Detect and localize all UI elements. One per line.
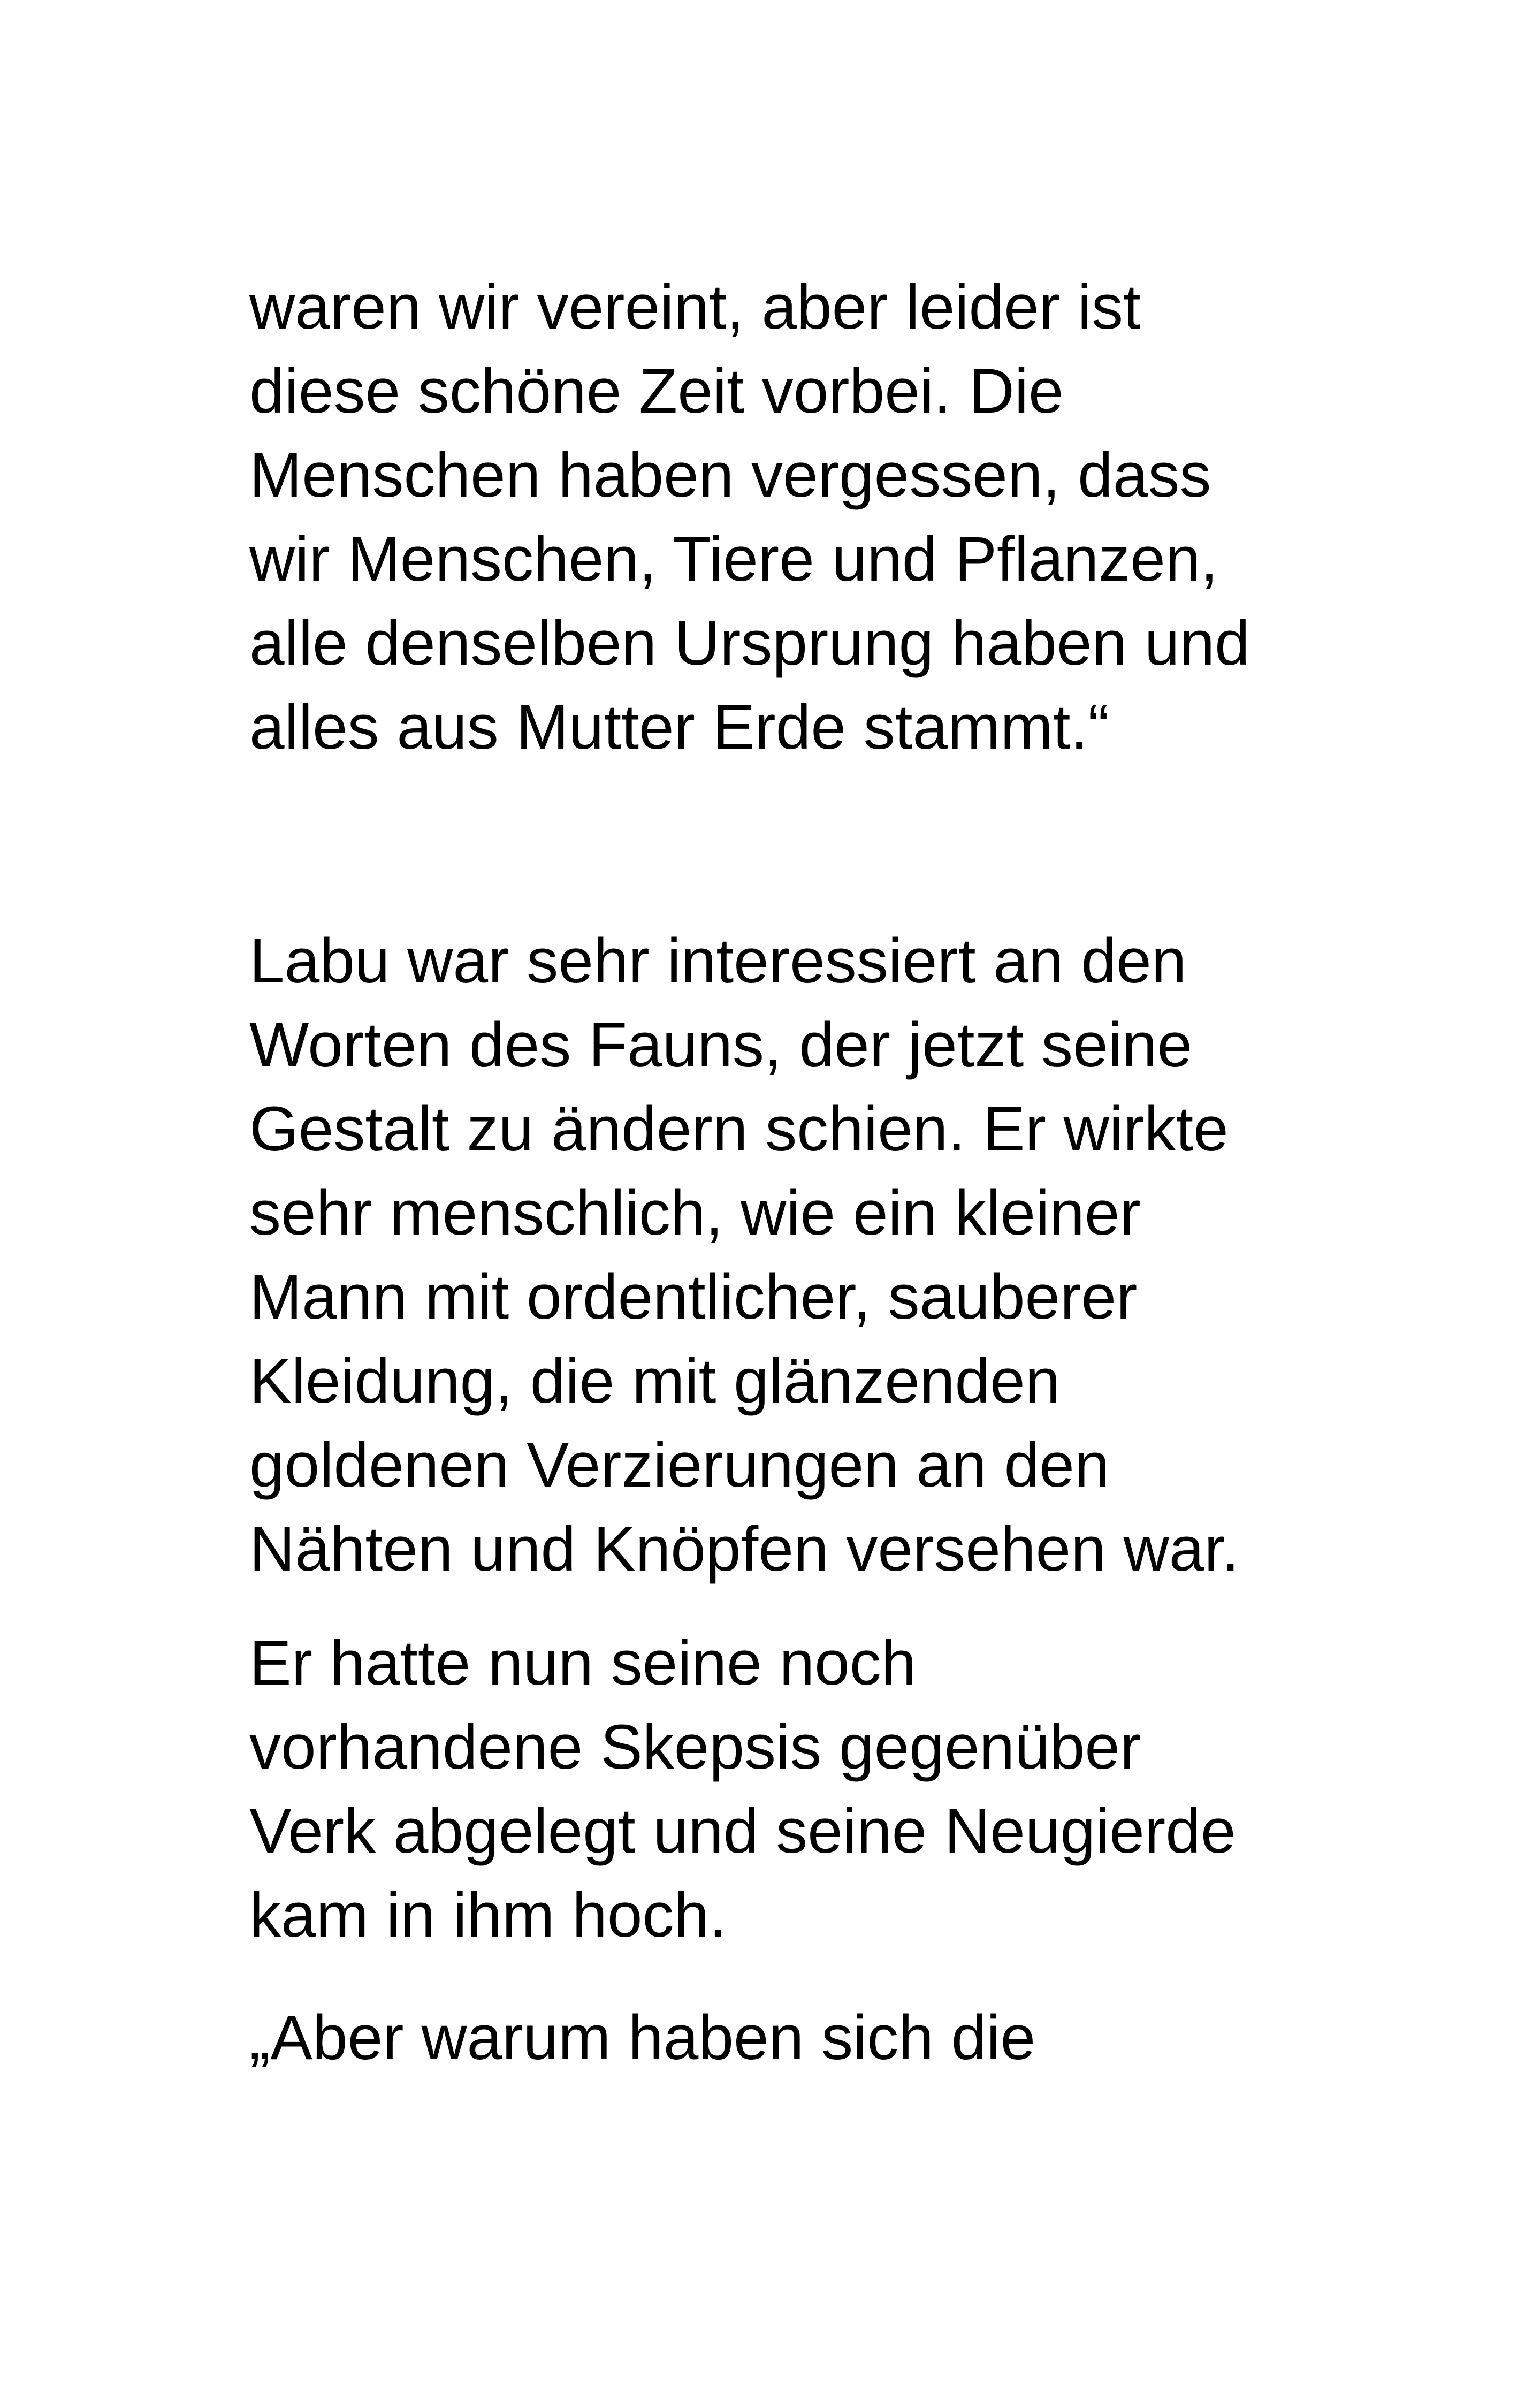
paragraph-2 (249, 919, 1320, 1591)
text-line: Gestalt zu ändern schien. Er wirkte (249, 1094, 1229, 1164)
text-line: sehr menschlich, wie ein kleiner (249, 1178, 1141, 1248)
paragraph-1 (249, 265, 1320, 769)
text-line: waren wir vereint, aber leider ist (249, 272, 1141, 342)
text-line: Worten des Fauns, der jetzt seine (249, 1010, 1193, 1080)
text-line: „Aber warum haben sich die (249, 2002, 1036, 2073)
text-line: Er hatte nun seine noch (249, 1628, 917, 1698)
text-line: Menschen haben vergessen, dass (249, 440, 1211, 510)
text-line: Verk abgelegt und seine Neugierde (249, 1796, 1236, 1866)
text-line: vorhandene Skepsis gegenüber (249, 1712, 1141, 1782)
text-line: Kleidung, die mit glänzenden (249, 1346, 1061, 1416)
text-line: Labu war sehr interessiert an den (249, 926, 1187, 996)
text-line: alles aus Mutter Erde stammt.“ (249, 692, 1109, 763)
paragraph-4 (249, 1996, 1320, 2080)
text-line: Nähten und Knöpfen versehen war. (249, 1514, 1239, 1584)
text-line: goldenen Verzierungen an den (249, 1430, 1110, 1500)
text-line: kam in ihm hoch. (249, 1880, 727, 1950)
text-line: Mann mit ordentlicher, sauberer (249, 1262, 1138, 1332)
text-line: alle denselben Ursprung haben und (249, 608, 1250, 679)
text-line: wir Menschen, Tiere und Pflanzen, (249, 524, 1218, 595)
text-line: diese schöne Zeit vorbei. Die (249, 356, 1064, 426)
paragraph-3 (249, 1621, 1320, 1957)
